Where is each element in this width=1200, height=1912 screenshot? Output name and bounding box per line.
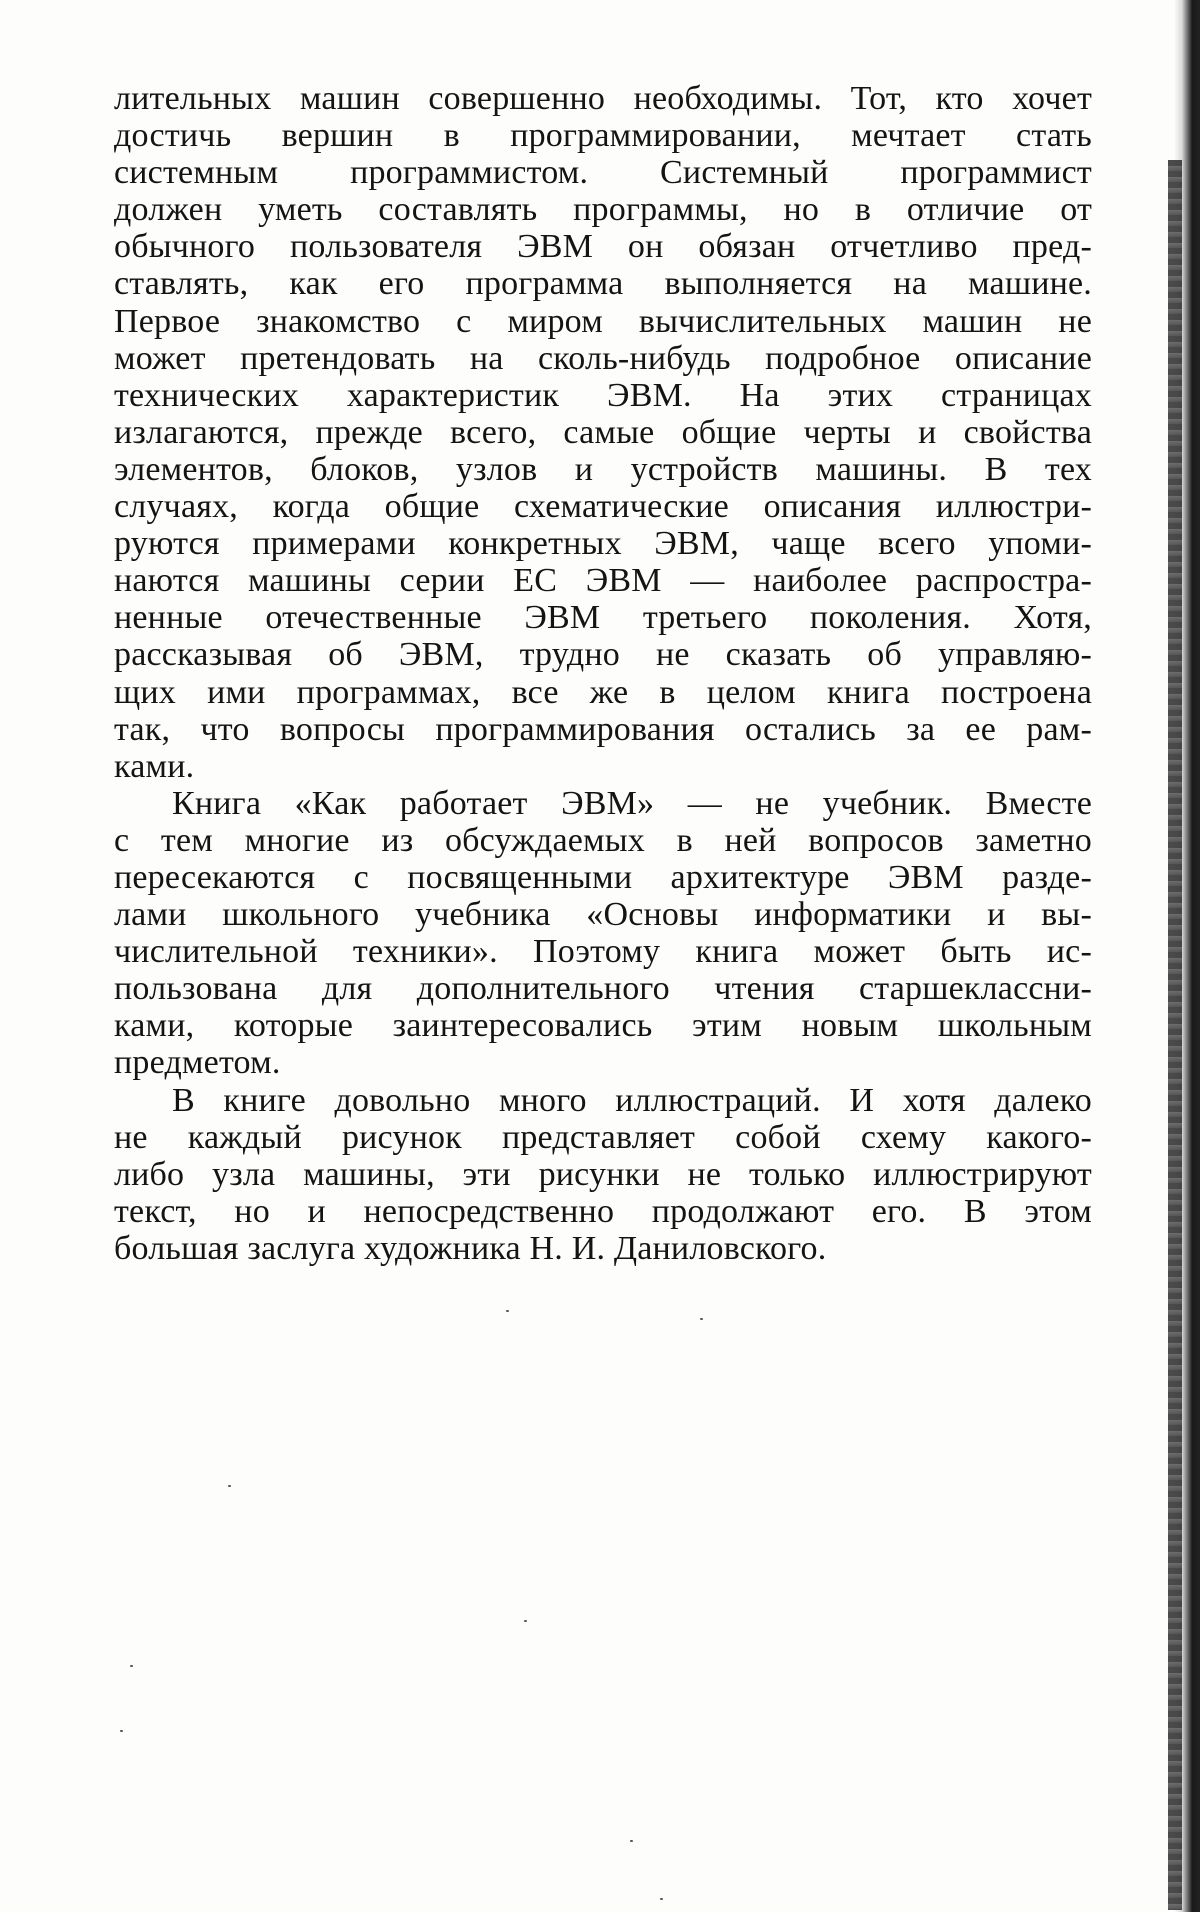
text-line: щих ими программах, все же в целом книга построена bbox=[114, 673, 1092, 711]
text-line: рассказывая об ЭВМ, трудно не сказать об управляю- bbox=[114, 636, 1092, 674]
text-line: обычного пользователя ЭВМ он обязан отчетливо пред- bbox=[114, 228, 1092, 266]
text-line: ненные отечественные ЭВМ третьего поколения. Хотя, bbox=[114, 599, 1092, 637]
text-line: технических характеристик ЭВМ. На этих страницах bbox=[114, 376, 1092, 414]
text-line: ками. bbox=[114, 747, 195, 785]
text-line: пользована для дополнительного чтения старшеклассни- bbox=[114, 970, 1092, 1008]
text-line: так, что вопросы программирования остались за ее рам- bbox=[114, 710, 1092, 748]
text-line: лами школьного учебника «Основы информатики и вы- bbox=[114, 896, 1092, 934]
text-line: наются машины серии ЕС ЭВМ — наиболее распростра- bbox=[114, 562, 1092, 600]
text-line: В книге довольно много иллюстраций. И хотя далеко bbox=[172, 1081, 1092, 1119]
text-line: пересекаются с посвященными архитектуре ЭВМ разде- bbox=[114, 858, 1092, 896]
text-line: должен уметь составлять программы, но в отличие от bbox=[114, 191, 1092, 229]
text-line: случаях, когда общие схематические описания иллюстри- bbox=[114, 488, 1092, 526]
text-line: с тем многие из обсуждаемых в ней вопросов заметно bbox=[114, 821, 1092, 859]
text-line: лительных машин совершенно необходимы. Тот, кто хочет bbox=[114, 80, 1092, 117]
scan-speck bbox=[506, 1310, 509, 1312]
scan-speck bbox=[130, 1665, 133, 1667]
text-line: текст, но и непосредственно продолжают его. В этом bbox=[114, 1192, 1092, 1230]
text-line: предметом. bbox=[114, 1044, 281, 1082]
body-text bbox=[114, 80, 1092, 1267]
text-line: излагаются, прежде всего, самые общие черты и свойства bbox=[114, 413, 1092, 451]
text-line: Первое знакомство с миром вычислительных машин не bbox=[114, 302, 1092, 340]
text-line: не каждый рисунок представляет собой схему какого- bbox=[114, 1118, 1092, 1156]
text-line: элементов, блоков, узлов и устройств машины. В тех bbox=[114, 450, 1092, 488]
text-line: числительной техники». Поэтому книга может быть ис- bbox=[114, 933, 1092, 971]
text-line: либо узла машины, эти рисунки не только иллюстрируют bbox=[114, 1155, 1092, 1193]
text-line: достичь вершин в программировании, мечтает стать bbox=[114, 117, 1092, 155]
scan-speck bbox=[630, 1840, 633, 1842]
text-line: системным программистом. Системный программист bbox=[114, 154, 1092, 192]
text-line: ставлять, как его программа выполняется на машине. bbox=[114, 265, 1092, 303]
text-line: большая заслуга художника Н. И. Даниловского. bbox=[114, 1229, 827, 1267]
text-line: ками, которые заинтересовались этим новым школьным bbox=[114, 1007, 1092, 1045]
scan-speck bbox=[524, 1620, 527, 1622]
scan-speck bbox=[660, 1898, 663, 1900]
scan-speck bbox=[700, 1318, 703, 1320]
scan-speck bbox=[120, 1730, 123, 1732]
scan-speck bbox=[228, 1485, 231, 1487]
text-line: руются примерами конкретных ЭВМ, чаще всего упоми- bbox=[114, 525, 1092, 563]
text-line: Книга «Как работает ЭВМ» — не учебник. Вместе bbox=[172, 784, 1092, 822]
binding-edge-texture bbox=[1168, 160, 1182, 1910]
text-line: может претендовать на сколь-нибудь подробное описание bbox=[114, 339, 1092, 377]
